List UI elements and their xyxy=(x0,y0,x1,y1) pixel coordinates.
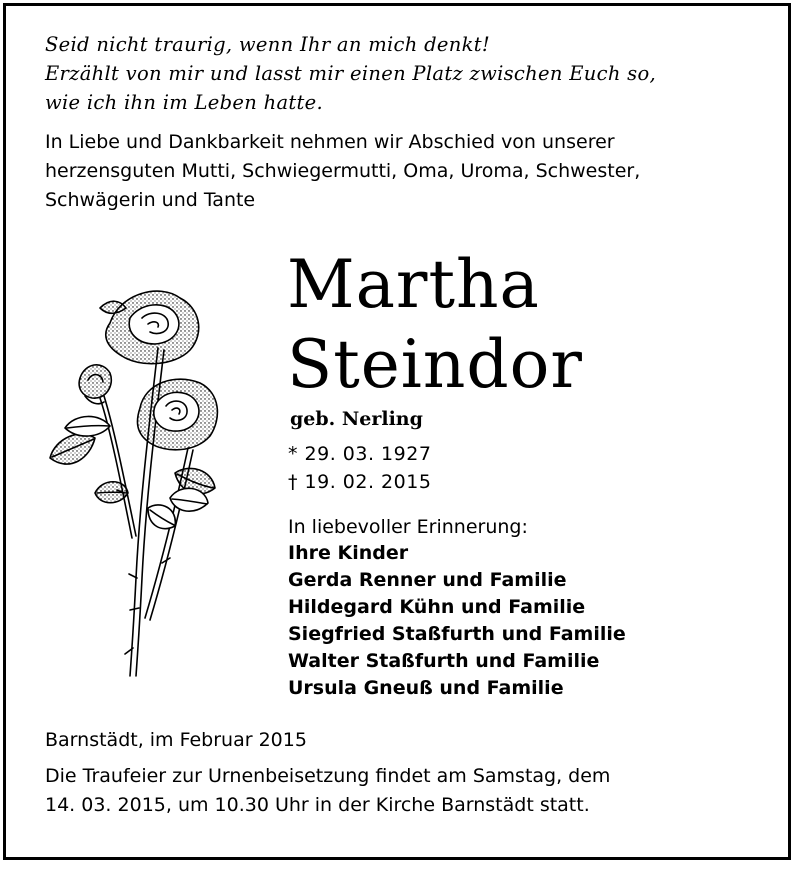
quote-line-2: Erzählt von mir und lasst mir einen Platz zwischen Euch so, xyxy=(45,62,657,85)
quote-line-1: Seid nicht traurig, wenn Ihr an mich denkt! xyxy=(45,33,490,56)
intro-line-1: In Liebe und Dankbarkeit nehmen wir Abschied von unserer xyxy=(45,131,615,153)
place-date: Barnstädt, im Februar 2015 xyxy=(45,729,307,751)
mourner-3: Hildegard Kühn und Familie xyxy=(288,596,586,618)
deceased-last-name: Steindor xyxy=(287,326,583,403)
mourner-6: Ursula Gneuß und Familie xyxy=(288,677,564,699)
quote-line-3: wie ich ihn im Leben hatte. xyxy=(45,91,324,114)
death-date: † 19. 02. 2015 xyxy=(288,471,432,493)
service-line-1: Die Traufeier zur Urnenbeisetzung findet am Samstag, dem xyxy=(45,765,611,787)
birth-date: * 29. 03. 1927 xyxy=(288,443,432,465)
mourner-1: Ihre Kinder xyxy=(288,542,409,564)
service-line-2: 14. 03. 2015, um 10.30 Uhr in der Kirche Barnstädt statt. xyxy=(45,794,590,816)
deceased-first-name: Martha xyxy=(287,246,540,323)
intro-line-2: herzensguten Mutti, Schwiegermutti, Oma, Uroma, Schwester, xyxy=(45,160,641,182)
mourner-5: Walter Staßfurth und Familie xyxy=(288,650,600,672)
rose-illustration-icon xyxy=(40,278,225,683)
mourner-2: Gerda Renner und Familie xyxy=(288,569,567,591)
born-name: geb. Nerling xyxy=(290,408,423,430)
mourner-4: Siegfried Staßfurth und Familie xyxy=(288,623,626,645)
intro-line-3: Schwägerin und Tante xyxy=(45,189,256,211)
memory-intro: In liebevoller Erinnerung: xyxy=(288,516,528,538)
